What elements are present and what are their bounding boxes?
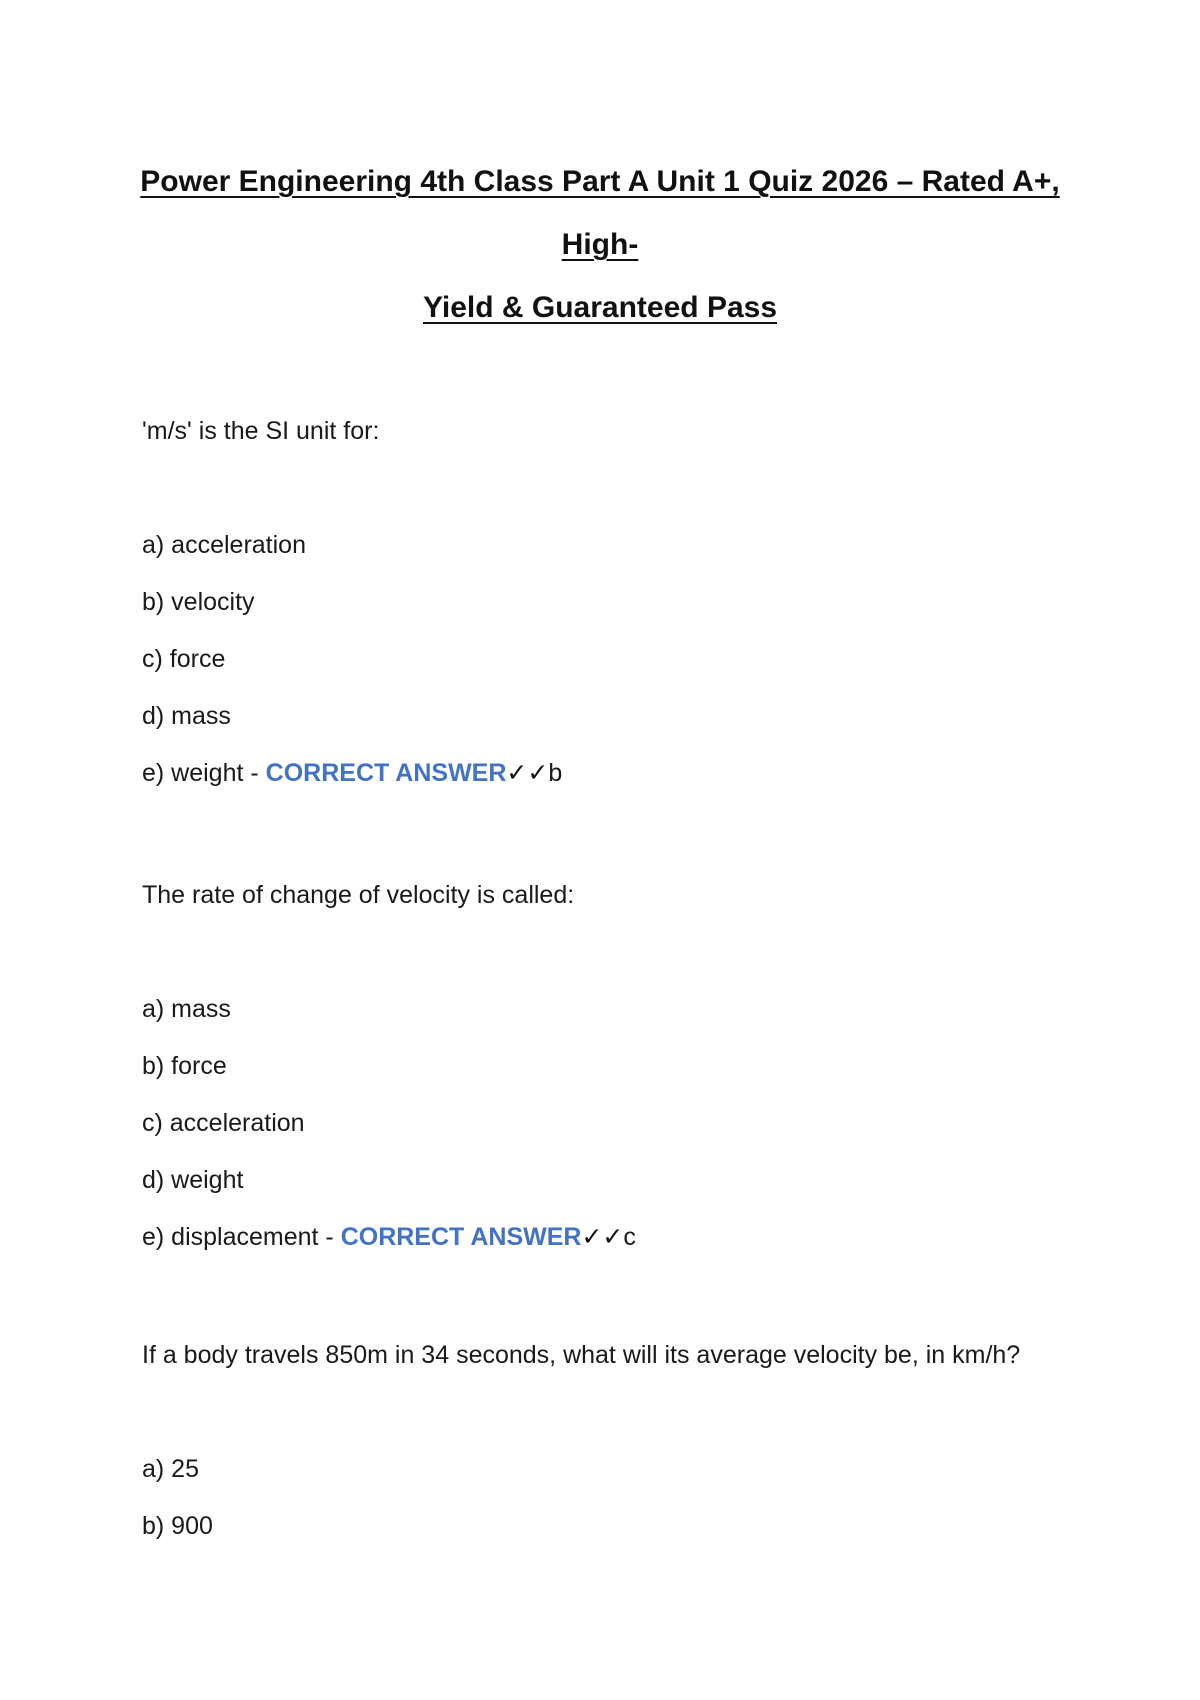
- option-a: a) mass: [142, 995, 231, 1023]
- correct-answer-label: CORRECT ANSWER: [265, 759, 507, 787]
- title-line-2: Yield & Guaranteed Pass: [422, 291, 778, 324]
- question-text: 'm/s' is the SI unit for:: [142, 417, 380, 445]
- option-b: b) velocity: [142, 588, 255, 616]
- option-c: c) force: [142, 645, 226, 673]
- option-e: [142, 758, 1082, 788]
- correct-answer-value: c: [623, 1223, 636, 1251]
- question-2: [142, 880, 1082, 1279]
- option-e-text: e) displacement -: [142, 1223, 341, 1251]
- option-e-text: e) weight -: [142, 759, 266, 787]
- question-text: The rate of change of velocity is called:: [142, 881, 575, 909]
- option-list: [142, 1454, 1082, 1541]
- correct-answer-value: b: [548, 759, 563, 787]
- title-line-1: Power Engineering 4th Class Part A Unit 1 Quiz 2026 – Rated A+, High-: [140, 165, 1060, 261]
- option-e: [142, 1222, 1082, 1252]
- option-list: [142, 530, 1082, 788]
- option-list: [142, 994, 1082, 1252]
- option-d: d) mass: [142, 702, 231, 730]
- check-icon: ✓✓: [581, 1223, 624, 1251]
- correct-answer-label: CORRECT ANSWER: [340, 1223, 582, 1251]
- option-d: d) weight: [142, 1166, 244, 1194]
- option-a: a) 25: [142, 1455, 199, 1483]
- option-a: a) acceleration: [142, 531, 306, 559]
- question-text: If a body travels 850m in 34 seconds, what will its average velocity be, in km/h?: [142, 1341, 1021, 1369]
- option-b: b) force: [142, 1052, 227, 1080]
- question-3: [142, 1340, 1082, 1568]
- check-icon: ✓✓: [506, 759, 549, 787]
- option-c: c) acceleration: [142, 1109, 305, 1137]
- option-b: b) 900: [142, 1512, 213, 1540]
- question-1: [142, 416, 1082, 815]
- document-title: [130, 150, 1070, 339]
